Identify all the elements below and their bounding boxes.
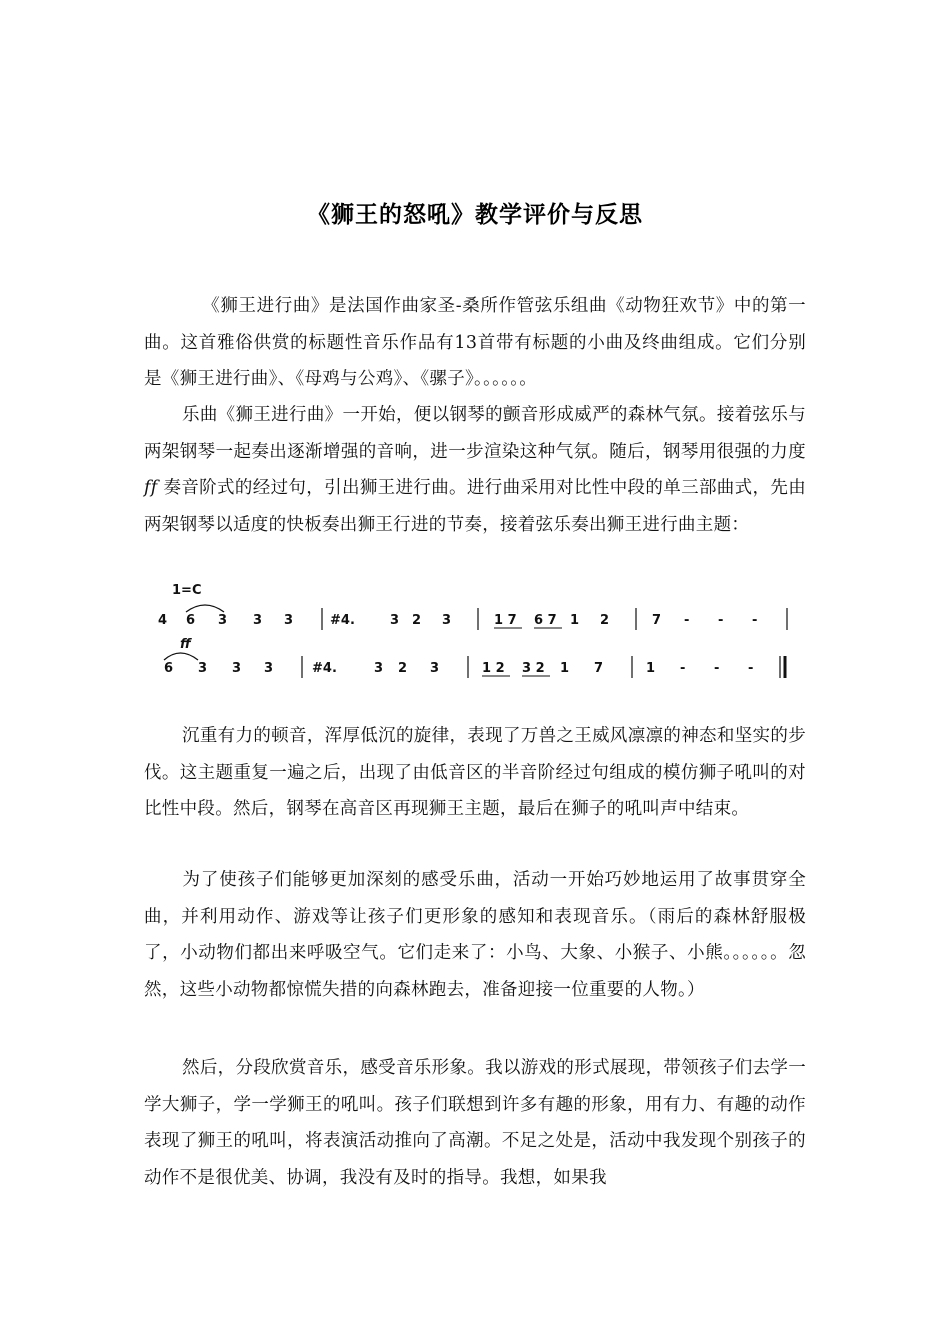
note: 3 bbox=[198, 661, 208, 676]
paragraph-3-text: 沉重有力的顿音，浑厚低沉的旋律，表现了万兽之王威风凛凛的神态和坚实的步伐。这主题重复一遍之后，出现了由低音区的半音阶经过句组成的模仿狮子吼叫的对比性中段。然后，钢琴在高音区再现狮王主题，最后在狮子的吼叫声中结束。 bbox=[144, 726, 806, 819]
paragraph-2 bbox=[144, 397, 806, 543]
dynamic-marking: ff bbox=[144, 478, 158, 498]
score-image bbox=[150, 580, 810, 690]
note: 2 bbox=[600, 613, 610, 628]
note: 1 bbox=[570, 613, 580, 628]
note: - bbox=[684, 613, 690, 628]
note: 3 2 bbox=[522, 661, 545, 676]
time-signature: 4 bbox=[158, 613, 168, 628]
note: - bbox=[748, 661, 754, 676]
note: 3 bbox=[430, 661, 440, 676]
note: #4. bbox=[312, 661, 337, 676]
document-title: 《狮王的怒吼》教学评价与反思 bbox=[307, 202, 643, 228]
note: 2 bbox=[398, 661, 408, 676]
paragraph-5 bbox=[144, 1050, 806, 1196]
note: 3 bbox=[232, 661, 242, 676]
note: - bbox=[752, 613, 758, 628]
paragraph-2-text-b: 奏音阶式的经过句，引出狮王进行曲。进行曲采用对比性中段的单三部曲式，先由两架钢琴以适度的快板奏出狮王行进的节奏，接着弦乐奏出狮王进行曲主题： bbox=[144, 478, 806, 535]
note: 3 bbox=[218, 613, 228, 628]
note: 7 bbox=[594, 661, 604, 676]
note: - bbox=[680, 661, 686, 676]
note: 1 2 bbox=[482, 661, 505, 676]
note: 3 bbox=[264, 661, 274, 676]
paragraph-1 bbox=[144, 288, 806, 398]
note: - bbox=[714, 661, 720, 676]
note: 2 bbox=[412, 613, 422, 628]
score-key: 1=C bbox=[172, 583, 202, 598]
note: 3 bbox=[374, 661, 384, 676]
paragraph-1-text: 《狮王进行曲》是法国作曲家圣-桑所作管弦乐组曲《动物狂欢节》中的第一曲。这首雅俗供赏的标题性音乐作品有13首带有标题的小曲及终曲组成。它们分别是《狮王进行曲》、《母鸡与公鸡》、《骡子》。。。。。。 bbox=[144, 296, 806, 389]
note: 1 bbox=[646, 661, 656, 676]
note: 1 bbox=[560, 661, 570, 676]
note: 3 bbox=[253, 613, 263, 628]
paragraph-2-text-a: 乐曲《狮王进行曲》一开始，便以钢琴的颤音形成威严的森林气氛。接着弦乐与两架钢琴一起奏出逐渐增强的音响，进一步渲染这种气氛。随后，钢琴用很强的力度 bbox=[144, 405, 806, 462]
note: 1 7 bbox=[494, 613, 517, 628]
note: 3 bbox=[442, 613, 452, 628]
note: 7 bbox=[652, 613, 662, 628]
slur bbox=[164, 653, 198, 660]
note: 6 bbox=[186, 613, 196, 628]
music-score bbox=[150, 580, 810, 690]
note: 6 bbox=[164, 661, 174, 676]
note: #4. bbox=[330, 613, 355, 628]
paragraph-4 bbox=[144, 862, 806, 1008]
note: 3 bbox=[390, 613, 400, 628]
paragraph-5-text: 然后，分段欣赏音乐，感受音乐形象。我以游戏的形式展现，带领孩子们去学一学大狮子，学一学狮王的吼叫。孩子们联想到许多有趣的形象，用有力、有趣的动作表现了狮王的吼叫，将表演活动推向了高潮。不足之处是，活动中我发现个别孩子的动作不是很优美、协调，我没有及时的指导。我想，如果我 bbox=[144, 1058, 806, 1188]
note: 3 bbox=[284, 613, 294, 628]
score-dynamic: ff bbox=[180, 637, 191, 652]
note: 6 7 bbox=[534, 613, 557, 628]
paragraph-4-text: 为了使孩子们能够更加深刻的感受乐曲，活动一开始巧妙地运用了故事贯穿全曲，并利用动作、游戏等让孩子们更形象的感知和表现音乐。（雨后的森林舒服极了，小动物们都出来呼吸空气。它们走来了：小鸟、大象、小猴子、小熊。。。。。。忽然，这些小动物都惊慌失措的向森林跑去，准备迎接一位重要的人物。） bbox=[144, 870, 806, 1000]
paragraph-3 bbox=[144, 718, 806, 828]
note: - bbox=[718, 613, 724, 628]
slur bbox=[186, 605, 224, 612]
